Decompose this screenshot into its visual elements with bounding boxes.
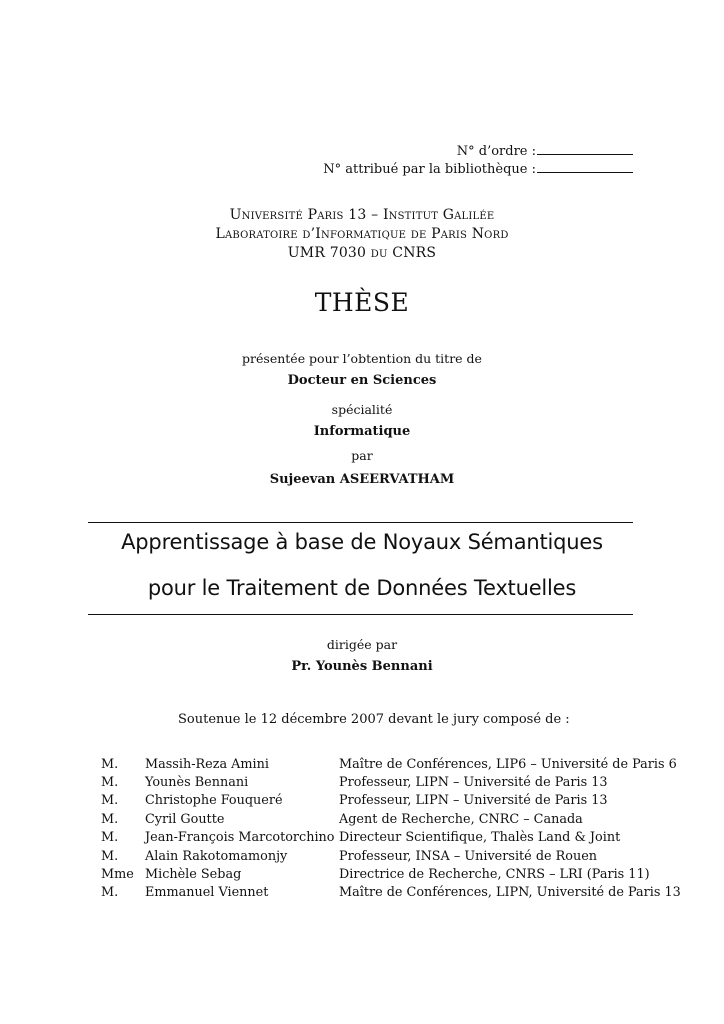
jury-member-title: Mme bbox=[101, 867, 134, 882]
order-number-line bbox=[457, 143, 633, 159]
jury-member-position: Professeur, INSA – Université de Rouen bbox=[339, 849, 598, 864]
jury-member-title: M. bbox=[101, 812, 119, 827]
jury-member-title: M. bbox=[101, 849, 119, 864]
order-number-blank bbox=[537, 143, 633, 155]
jury-member-position: Agent de Recherche, CNRC – Canada bbox=[339, 812, 583, 827]
jury-member-position: Directrice de Recherche, CNRS – LRI (Paris 11) bbox=[339, 867, 650, 882]
library-number-line bbox=[323, 161, 633, 177]
university-line: Université Paris 13 – Institut Galilée bbox=[229, 207, 495, 223]
thesis-title-line-1: Apprentissage à base de Noyaux Sémantiques bbox=[121, 530, 603, 554]
title-top-rule bbox=[88, 522, 633, 523]
jury-member-name: Jean-François Marcotorchino bbox=[145, 830, 335, 845]
defense-statement: Soutenue le 12 décembre 2007 devant le jury composé de : bbox=[178, 712, 570, 727]
jury-member-name: Cyril Goutte bbox=[145, 812, 225, 827]
document-type: THÈSE bbox=[314, 288, 410, 317]
jury-member-name: Alain Rakotomamonjy bbox=[145, 849, 288, 864]
directed-by-label: dirigée par bbox=[326, 637, 398, 652]
specialty-label: spécialité bbox=[331, 402, 393, 417]
jury-member-title: M. bbox=[101, 793, 119, 808]
jury-member-name: Younès Bennani bbox=[145, 775, 249, 790]
laboratory-line: Laboratoire d’Informatique de Paris Nord bbox=[215, 226, 509, 242]
umr-line: UMR 7030 du CNRS bbox=[287, 245, 437, 261]
thesis-title-line-2: pour le Traitement de Données Textuelles bbox=[147, 576, 577, 600]
specialty-name: Informatique bbox=[313, 424, 411, 439]
jury-member-position: Maître de Conférences, LIPN, Université de Paris 13 bbox=[339, 885, 681, 900]
degree-name: Docteur en Sciences bbox=[287, 373, 437, 388]
library-number-blank bbox=[537, 161, 633, 173]
order-number-label: N° d’ordre : bbox=[456, 144, 536, 159]
jury-member-position: Directeur Scientifique, Thalès Land & Joint bbox=[339, 830, 621, 845]
jury-member-position: Professeur, LIPN – Université de Paris 13 bbox=[339, 775, 608, 790]
jury-member-name: Massih-Reza Amini bbox=[145, 757, 269, 772]
jury-member-name: Christophe Fouqueré bbox=[145, 793, 283, 808]
jury-member-name: Michèle Sebag bbox=[145, 867, 242, 882]
by-label: par bbox=[351, 448, 373, 463]
jury-member-title: M. bbox=[101, 830, 119, 845]
library-number-label: N° attribué par la bibliothèque : bbox=[323, 162, 536, 177]
presented-for-text: présentée pour l’obtention du titre de bbox=[242, 351, 482, 366]
title-bottom-rule bbox=[88, 614, 633, 615]
author-name: Sujeevan ASEERVATHAM bbox=[269, 472, 455, 487]
jury-member-name: Emmanuel Viennet bbox=[145, 885, 269, 900]
jury-member-position: Professeur, LIPN – Université de Paris 13 bbox=[339, 793, 608, 808]
jury-member-title: M. bbox=[101, 775, 119, 790]
jury-member-position: Maître de Conférences, LIP6 – Université de Paris 6 bbox=[339, 757, 677, 772]
director-name: Pr. Younès Bennani bbox=[291, 659, 433, 674]
jury-member-title: M. bbox=[101, 757, 119, 772]
jury-member-title: M. bbox=[101, 885, 119, 900]
